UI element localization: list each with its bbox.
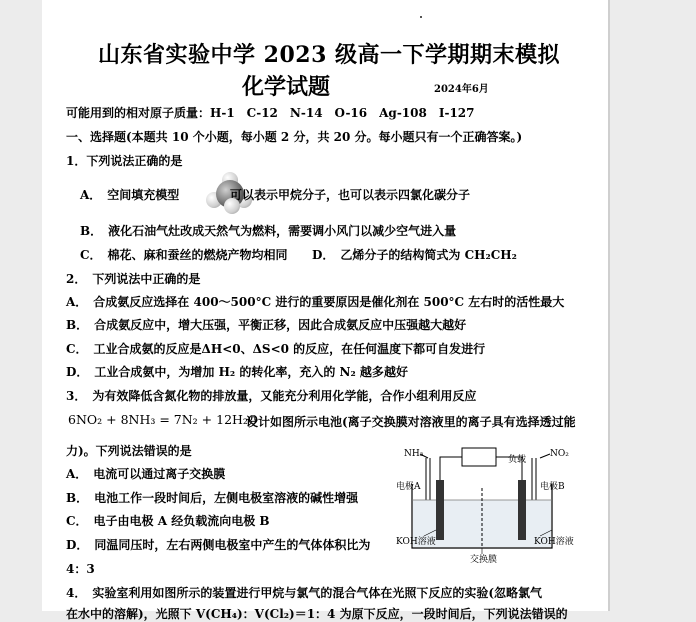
- q2-option-d: D． 工业合成氨中，为增加 H₂ 的转化率，充入的 N₂ 越多越好: [66, 365, 408, 379]
- q1-option-c: C． 棉花、麻和蚕丝的燃烧产物均相同: [80, 248, 288, 262]
- q1-option-d: D． 乙烯分子的结构简式为 CH₂CH₂: [312, 248, 517, 262]
- q3-equation: 6NO₂ + 8NH₃ = 7N₂ + 12H₂O: [68, 412, 259, 427]
- q3-option-a: A． 电流可以通过离子交换膜: [66, 467, 226, 481]
- q2-option-a: A． 合成氨反应选择在 400～500°C 进行的重要原因是催化剂在 500°C 左右时的活性最大: [66, 295, 565, 309]
- koh-left-label: KOH溶液: [396, 537, 436, 547]
- exam-page: [42, 0, 608, 621]
- electrode-a-label: 电极A: [396, 482, 421, 492]
- q4-stem: 4． 实验室利用如图所示的装置进行甲烷与氯气的混合气体在光照下反应的实验(忽略氯气: [66, 586, 543, 600]
- q3-option-c: C． 电子由电极 A 经负载流向电极 B: [66, 514, 270, 528]
- q1-stem: 1．下列说法正确的是: [66, 154, 183, 168]
- exam-subtitle: 化学试题: [242, 74, 331, 100]
- q4-stem-continued: 在水中的溶解)，光照下 V(CH₄)：V(Cl₂)＝1：4 为原下反应，一段时间后，下列说法错误的: [66, 607, 568, 621]
- q3-stem-end: 力)。下列说法错误的是: [66, 444, 192, 458]
- q2-option-c: C． 工业合成氨的反应是ΔH<0、ΔS<0 的反应，在任何温度下都可自发进行: [66, 342, 486, 356]
- exam-date: 2024年6月: [434, 84, 489, 95]
- q2-option-b: B． 合成氨反应中，增大压强，平衡正移，因此合成氨反应中压强越大越好: [66, 318, 467, 332]
- q3-option-b: B． 电池工作一段时间后，左侧电极室溶液的碱性增强: [66, 491, 359, 505]
- q3-stem-continued: 设计如图所示电池(离子交换膜对溶液里的离子具有选择透过能: [246, 415, 576, 429]
- koh-right-label: KOH溶液: [534, 537, 574, 547]
- q3-stem: 3． 为有效降低含氮化物的排放量，又能充分利用化学能，合作小组利用反应: [66, 389, 477, 403]
- speck: [420, 16, 422, 18]
- fuel-cell-diagram: [396, 444, 574, 565]
- page-edge: [608, 0, 610, 611]
- section-heading: 一、选择题(本题共 10 个小题，每小题 2 分，共 20 分。每小题只有一个正确答案。): [66, 130, 523, 144]
- q1-option-b: B． 液化石油气灶改成天然气为燃料，需要调小风门以减少空气进入量: [80, 224, 457, 238]
- exam-title: 山东省实验中学 2023 级高一下学期期末模拟: [98, 42, 561, 68]
- q3-option-d: D． 同温同压时，左右两侧电极室中产生的气体体积比为: [66, 538, 371, 552]
- q3-option-d-continued: 4：3: [66, 562, 95, 576]
- load-label: 负载: [508, 455, 527, 465]
- q2-stem: 2． 下列说法中正确的是: [66, 272, 201, 286]
- q1-option-a-start: A． 空间填充模型: [80, 188, 180, 202]
- atomic-masses: 可能用到的相对原子质量：H-1 C-12 N-14 O-16 Ag-108 I-127: [66, 106, 475, 120]
- no2-inlet-label: NO₂: [550, 449, 569, 459]
- q1-option-a-end: 可以表示甲烷分子，也可以表示四氯化碳分子: [230, 188, 471, 202]
- nh3-inlet-label: NH₃: [404, 449, 424, 459]
- membrane-label: 交换膜: [470, 555, 498, 565]
- electrode-b-label: 电极B: [540, 482, 565, 492]
